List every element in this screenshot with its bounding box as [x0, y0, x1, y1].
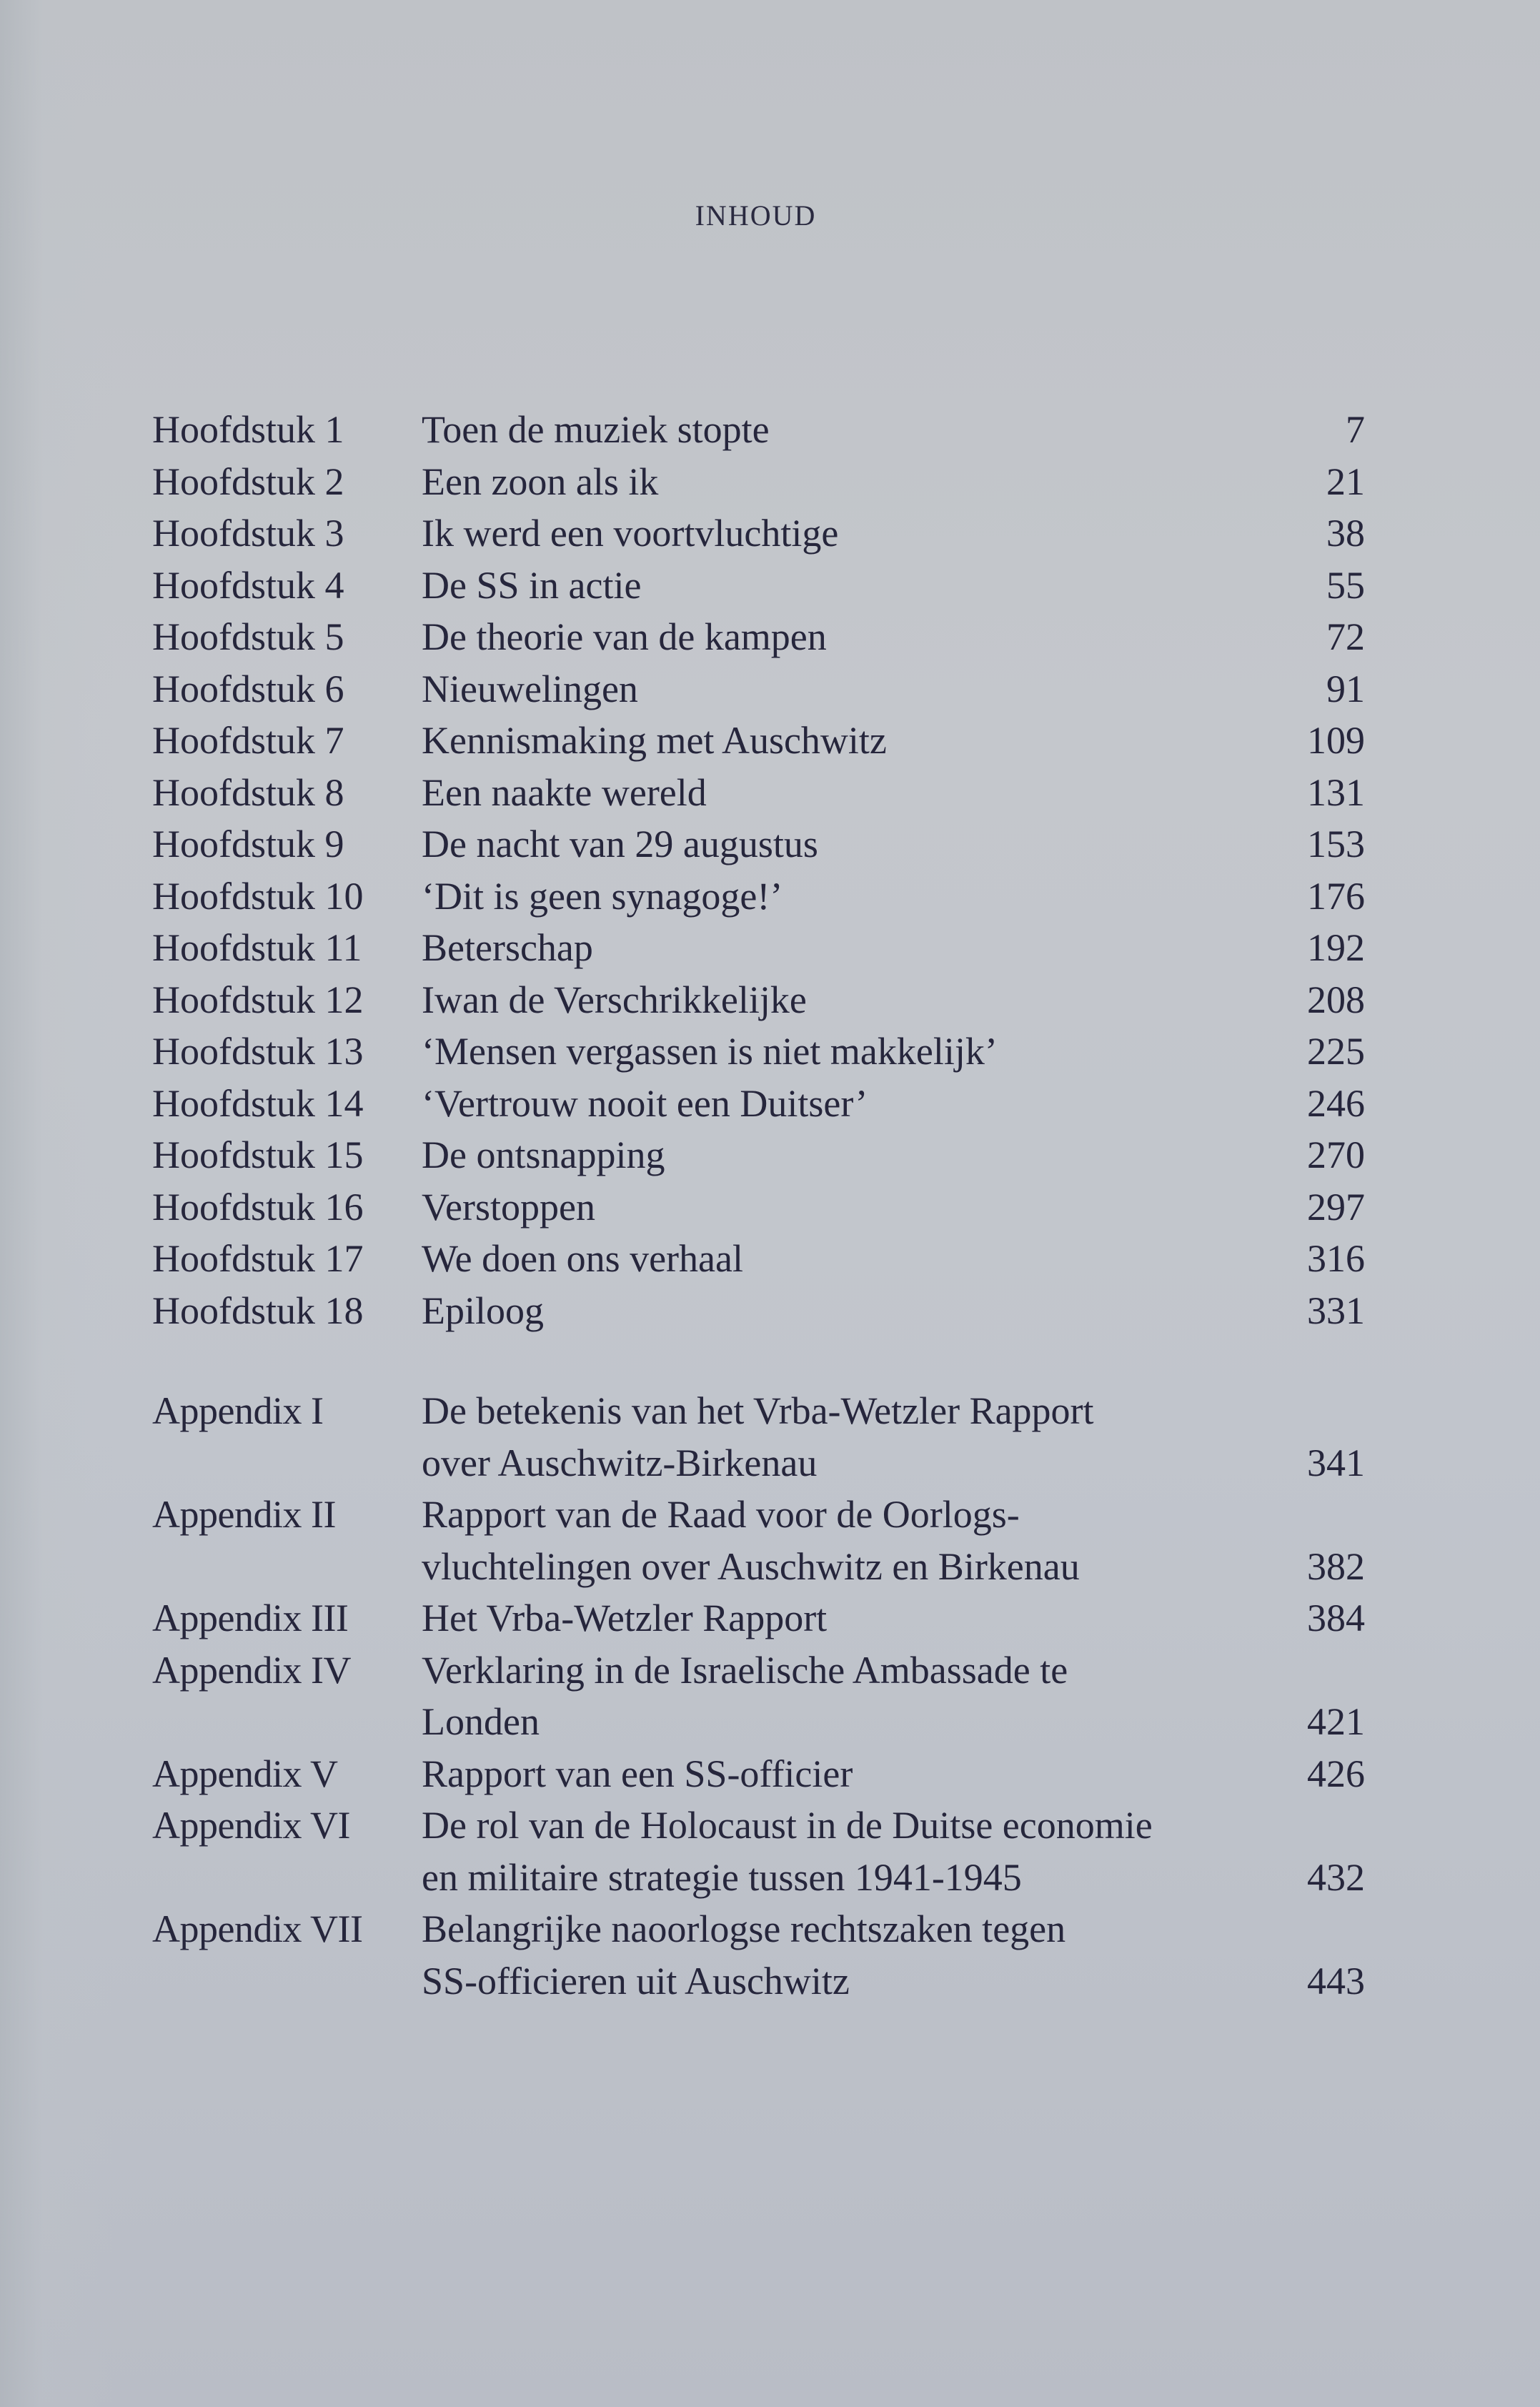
chapter-label: Hoofdstuk 7	[152, 719, 344, 762]
appendix-title-line: De rol van de Holocaust in de Duitse economie	[422, 1804, 1153, 1847]
appendix-title-line: en militaire strategie tussen 1941-1945	[422, 1855, 1022, 1899]
page-number: 208	[1307, 978, 1365, 1021]
chapter-label: Hoofdstuk 13	[152, 1030, 364, 1073]
chapter-title: De theorie van de kampen	[422, 615, 827, 658]
toc-entry-chapter[interactable]	[152, 560, 1365, 612]
chapter-title: Kennismaking met Auschwitz	[422, 719, 887, 762]
appendix-title-column	[422, 1748, 1251, 1800]
chapter-title-column	[422, 1026, 1251, 1078]
appendix-title-line: De betekenis van het Vrba-Wetzler Rapport	[422, 1389, 1094, 1432]
toc-entry-appendix[interactable]	[152, 1489, 1365, 1592]
chapter-label: Hoofdstuk 9	[152, 823, 344, 865]
chapter-title: ‘Mensen vergassen is niet makkelijk’	[422, 1030, 998, 1073]
page-number: 384	[1307, 1597, 1365, 1639]
page-number: 432	[1307, 1855, 1365, 1899]
toc-entry-appendix[interactable]	[152, 1903, 1365, 2007]
chapter-label: Hoofdstuk 10	[152, 874, 364, 918]
appendix-title-line: vluchtelingen over Auschwitz en Birkenau	[422, 1544, 1080, 1588]
toc-entry-chapter[interactable]	[152, 611, 1365, 663]
chapter-title-column	[422, 1078, 1251, 1130]
chapter-label: Hoofdstuk 16	[152, 1185, 364, 1229]
toc-entry-appendix[interactable]	[152, 1592, 1365, 1644]
page-title: INHOUD	[695, 199, 817, 232]
chapter-label: Hoofdstuk 8	[152, 770, 344, 814]
chapter-title-column	[422, 767, 1251, 819]
chapter-title-column	[422, 560, 1251, 612]
page-number: 316	[1307, 1237, 1365, 1280]
section-gap	[152, 1336, 1365, 1385]
appendix-label: Appendix VI	[152, 1804, 350, 1847]
chapter-title-column	[422, 922, 1251, 974]
chapter-label: Hoofdstuk 4	[152, 563, 344, 607]
appendix-title-line: over Auschwitz-Birkenau	[422, 1441, 818, 1484]
chapter-title-column	[422, 715, 1251, 767]
toc-entry-chapter[interactable]	[152, 767, 1365, 819]
chapter-label: Hoofdstuk 11	[152, 926, 362, 969]
page-number: 426	[1307, 1752, 1365, 1795]
toc-entry-chapter[interactable]	[152, 870, 1365, 923]
toc-entry-chapter[interactable]	[152, 715, 1365, 767]
appendix-title-column	[422, 1385, 1251, 1489]
chapter-title-column	[422, 404, 1251, 456]
chapter-label: Hoofdstuk 17	[152, 1237, 364, 1280]
chapter-title: ‘Dit is geen synagoge!’	[422, 874, 783, 918]
page-number: 72	[1326, 615, 1365, 658]
appendix-label: Appendix I	[152, 1389, 324, 1432]
chapter-title: Beterschap	[422, 926, 593, 969]
chapter-title: Epiloog	[422, 1289, 544, 1332]
appendix-title-column	[422, 1489, 1251, 1592]
chapter-label: Hoofdstuk 5	[152, 615, 344, 658]
table-of-contents	[152, 404, 1365, 2007]
toc-entry-appendix[interactable]	[152, 1748, 1365, 1800]
page-number: 7	[1346, 408, 1365, 451]
chapter-label: Hoofdstuk 12	[152, 978, 364, 1021]
chapter-title-column	[422, 663, 1251, 715]
appendix-title-line: Het Vrba-Wetzler Rapport	[422, 1597, 828, 1639]
chapter-title: Nieuwelingen	[422, 667, 638, 710]
page-number: 382	[1307, 1544, 1365, 1588]
chapter-label: Hoofdstuk 14	[152, 1081, 364, 1125]
chapter-title: Verstoppen	[422, 1185, 595, 1229]
toc-entry-chapter[interactable]	[152, 974, 1365, 1026]
page-number: 21	[1326, 460, 1365, 503]
chapter-label: Hoofdstuk 18	[152, 1289, 364, 1332]
appendix-title-line: Verklaring in de Israelische Ambassade te	[422, 1648, 1068, 1692]
toc-entry-appendix[interactable]	[152, 1800, 1365, 1903]
chapter-title: De SS in actie	[422, 563, 642, 607]
page-number: 153	[1307, 823, 1365, 865]
chapter-label: Hoofdstuk 6	[152, 667, 344, 710]
page-number: 331	[1307, 1289, 1365, 1332]
chapter-title-column	[422, 870, 1251, 923]
page-number: 55	[1326, 563, 1365, 607]
toc-entry-chapter[interactable]	[152, 404, 1365, 456]
page-number: 341	[1307, 1441, 1365, 1484]
chapter-title-column	[422, 611, 1251, 663]
chapter-title: Iwan de Verschrikkelijke	[422, 978, 807, 1021]
chapter-title-column	[422, 1129, 1251, 1181]
appendix-title-column	[422, 1644, 1251, 1748]
page-number: 421	[1307, 1700, 1365, 1743]
toc-entry-chapter[interactable]	[152, 922, 1365, 974]
chapter-title-column	[422, 974, 1251, 1026]
toc-entry-appendix[interactable]	[152, 1385, 1365, 1489]
chapter-list	[152, 404, 1365, 1336]
appendix-title-column	[422, 1903, 1251, 2007]
page-number: 246	[1307, 1081, 1365, 1125]
chapter-title: De nacht van 29 augustus	[422, 823, 818, 865]
toc-entry-chapter[interactable]	[152, 818, 1365, 870]
page-number: 297	[1307, 1185, 1365, 1229]
chapter-title: We doen ons verhaal	[422, 1237, 743, 1280]
chapter-title-column	[422, 456, 1251, 508]
chapter-title: Een zoon als ik	[422, 460, 659, 503]
page-number: 131	[1307, 770, 1365, 814]
toc-entry-chapter[interactable]	[152, 1285, 1365, 1337]
appendix-title-column	[422, 1800, 1251, 1903]
appendix-list	[152, 1385, 1365, 2007]
appendix-title-line: SS-officieren uit Auschwitz	[422, 1959, 850, 2002]
appendix-title-line: Rapport van de Raad voor de Oorlogs-	[422, 1493, 1020, 1536]
page-number: 270	[1307, 1133, 1365, 1176]
chapter-title: De ontsnapping	[422, 1133, 665, 1176]
chapter-title-column	[422, 1233, 1251, 1285]
chapter-label: Hoofdstuk 1	[152, 408, 344, 451]
toc-entry-chapter[interactable]	[152, 507, 1365, 560]
chapter-title: Ik werd een voortvluchtige	[422, 512, 839, 555]
page-number: 192	[1307, 926, 1365, 969]
page-number: 176	[1307, 874, 1365, 918]
page-number: 38	[1326, 512, 1365, 555]
appendix-title-line: Belangrijke naoorlogse rechtszaken tegen	[422, 1907, 1066, 1950]
chapter-title-column	[422, 507, 1251, 560]
appendix-title-line: Londen	[422, 1700, 540, 1743]
appendix-label: Appendix V	[152, 1752, 338, 1795]
toc-entry-chapter[interactable]	[152, 663, 1365, 715]
chapter-title-column	[422, 1181, 1251, 1234]
appendix-title-line: Rapport van een SS-officier	[422, 1752, 853, 1795]
page-number: 443	[1307, 1959, 1365, 2002]
toc-entry-appendix[interactable]	[152, 1644, 1365, 1748]
toc-entry-chapter[interactable]	[152, 1129, 1365, 1181]
toc-entry-chapter[interactable]	[152, 1233, 1365, 1285]
toc-entry-chapter[interactable]	[152, 1026, 1365, 1078]
appendix-label: Appendix II	[152, 1493, 336, 1536]
toc-entry-chapter[interactable]	[152, 456, 1365, 508]
page-number: 225	[1307, 1030, 1365, 1073]
chapter-title: ‘Vertrouw nooit een Duitser’	[422, 1081, 868, 1125]
chapter-title: Toen de muziek stopte	[422, 408, 770, 451]
chapter-title-column	[422, 818, 1251, 870]
toc-entry-chapter[interactable]	[152, 1078, 1365, 1130]
chapter-title-column	[422, 1285, 1251, 1337]
chapter-title: Een naakte wereld	[422, 770, 707, 814]
page-number: 109	[1307, 719, 1365, 762]
appendix-label: Appendix III	[152, 1597, 349, 1639]
toc-entry-chapter[interactable]	[152, 1181, 1365, 1234]
chapter-label: Hoofdstuk 3	[152, 512, 344, 555]
chapter-label: Hoofdstuk 2	[152, 460, 344, 503]
page-number: 91	[1326, 667, 1365, 710]
chapter-label: Hoofdstuk 15	[152, 1133, 364, 1176]
appendix-title-column	[422, 1592, 1251, 1644]
appendix-label: Appendix IV	[152, 1648, 351, 1692]
appendix-label: Appendix VII	[152, 1907, 363, 1950]
